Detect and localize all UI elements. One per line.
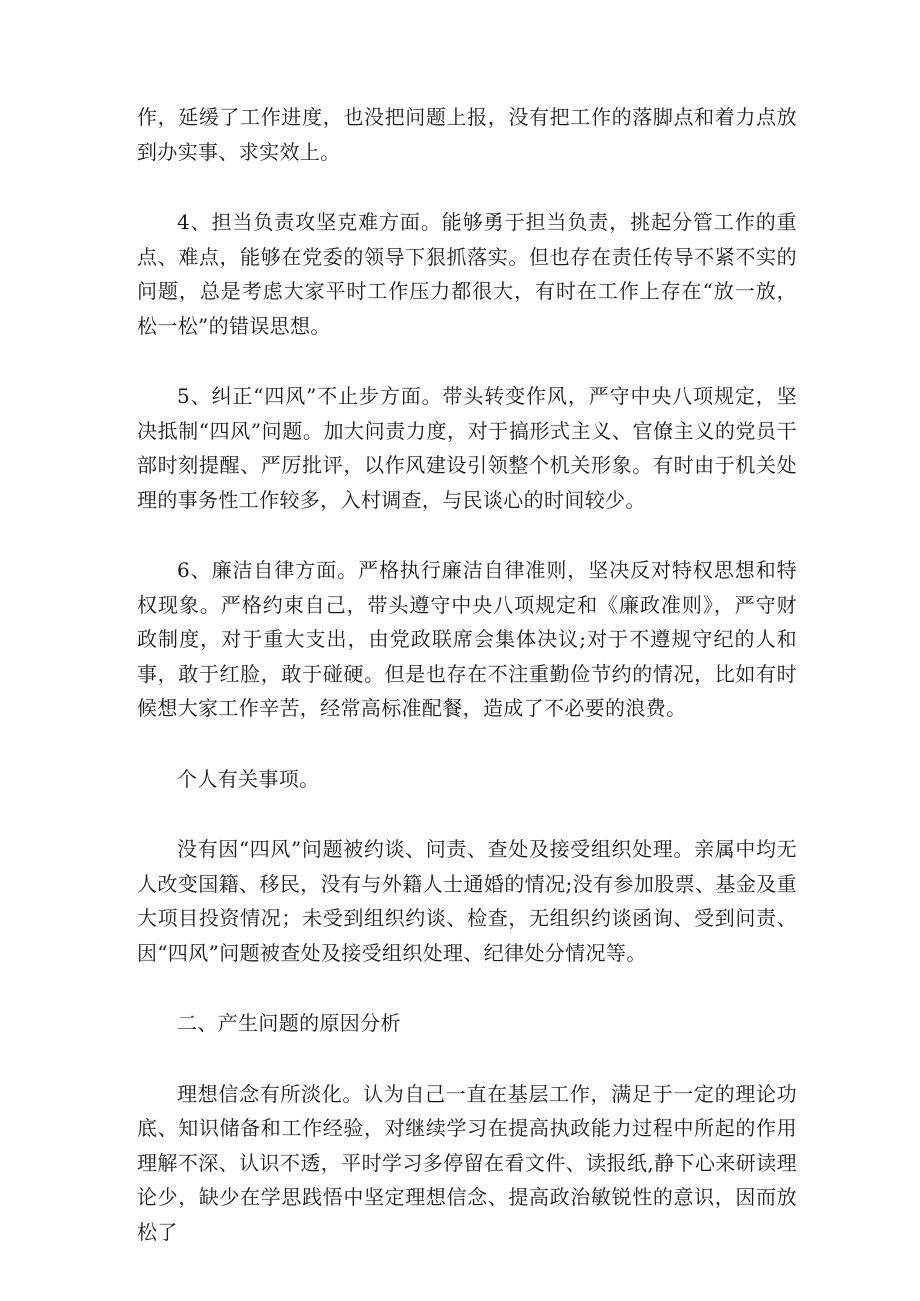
document-body (137, 100, 797, 1285)
paragraph-continuation: 作，延缓了工作进度，也没把问题上报，没有把工作的落脚点和着力点放到办实事、求实效上。 (137, 105, 797, 164)
paragraph-ideals: 理想信念有所淡化。认为自己一直在基层工作，满足于一定的理论功底、知识储备和工作经验，对继续学习在提高执政能力过程中所起的作用理解不深、认识不透，平时学习多停留在看文件、读报纸,静下心来研读理论少，缺少在学思践悟中坚定理想信念、提高政治敏锐性的意识，因而放松了 (137, 1081, 797, 1244)
paragraph-item-6: 6、廉洁自律方面。严格执行廉洁自律准则，坚决反对特权思想和特权现象。严格约束自己，带头遵守中央八项规定和《廉政准则》，严守财政制度，对于重大支出，由党政联席会集体决议;对于不遵规守纪的人和事，敢于红脸，敢于碰硬。但是也存在不注重勤俭节约的情况，比如有时候想大家工作辛苦，经常高标准配餐，造成了不必要的浪费。 (137, 558, 797, 720)
paragraph-item-5: 5、纠正“四风”不止步方面。带头转变作风，严守中央八项规定，坚决抵制“四风”问题。加大问责力度，对于搞形式主义、官僚主义的党员干部时刻提醒、严厉批评，以作风建设引领整个机关形象。有时由于机关处理的事务性工作较多，入村调查，与民谈心的时间较少。 (137, 384, 797, 512)
heading-personal-matters: 个人有关事项。 (177, 766, 320, 791)
paragraph-personal-matters: 没有因“四风”问题被约谈、问责、查处及接受组织处理。亲属中均无人改变国籍、移民，没有与外籍人士通婚的情况;没有参加股票、基金及重大项目投资情况；未受到组织约谈、检查，无组织约谈函询、受到问责、因“四风”问题被查处及接受组织处理、纪律处分情况等。 (137, 837, 797, 965)
paragraph-item-4: 4、担当负责攻坚克难方面。能够勇于担当负责，挑起分管工作的重点、难点，能够在党委的领导下狠抓落实。但也存在责任传导不紧不实的问题，总是考虑大家平时工作压力都很大，有时在工作上存在“放一放，松一松”的错误思想。 (137, 210, 797, 338)
heading-section-2: 二、产生问题的原因分析 (177, 1011, 401, 1035)
